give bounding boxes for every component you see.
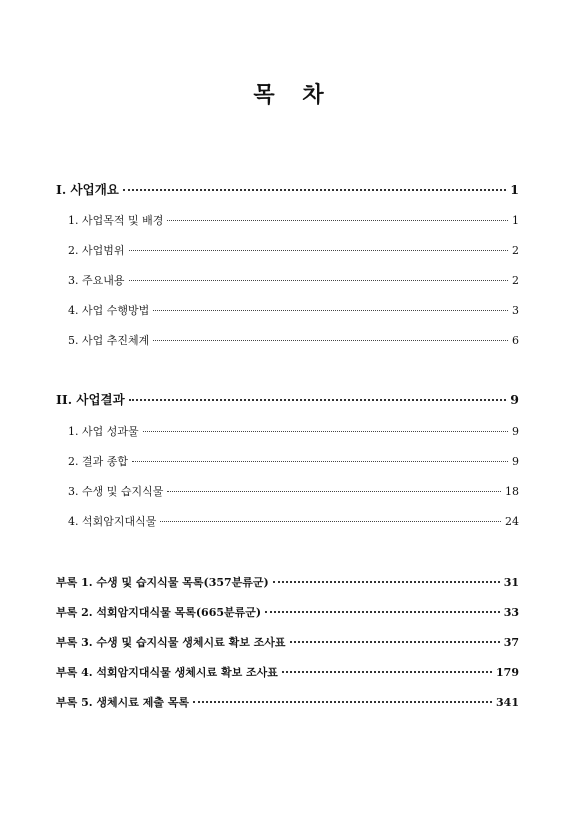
toc-chapter-1[interactable] bbox=[56, 180, 519, 198]
toc-appendix-1[interactable] bbox=[56, 574, 519, 590]
toc-appendix-3[interactable] bbox=[56, 634, 519, 650]
toc-page-number: 1 bbox=[510, 182, 519, 197]
toc-page-number: 9 bbox=[512, 455, 519, 468]
page-title: 목 차 bbox=[253, 82, 334, 108]
toc-page-number: 6 bbox=[512, 334, 519, 347]
toc-page-number: 1 bbox=[512, 214, 519, 227]
toc-label: 부록 1. 수생 및 습지식물 목록(357분류군) bbox=[56, 576, 269, 589]
dot-leader bbox=[290, 641, 500, 643]
dot-leader bbox=[273, 581, 500, 583]
toc-page-number: 2 bbox=[512, 244, 519, 257]
toc-label: 부록 5. 생체시료 제출 목록 bbox=[56, 696, 190, 709]
toc-page-number: 31 bbox=[503, 576, 519, 589]
toc-label: 부록 4. 석회암지대식물 생체시료 확보 조사표 bbox=[56, 666, 278, 679]
dot-leader bbox=[132, 461, 508, 462]
toc-label: I. 사업개요 bbox=[56, 182, 119, 197]
toc-section-1-1[interactable] bbox=[68, 212, 519, 228]
toc-label: 3. 주요내용 bbox=[68, 274, 125, 287]
toc-label: 2. 결과 종합 bbox=[68, 455, 128, 468]
dot-leader bbox=[167, 220, 508, 221]
toc-page-number: 2 bbox=[512, 274, 519, 287]
toc-label: 2. 사업범위 bbox=[68, 244, 125, 257]
dot-leader bbox=[153, 310, 508, 311]
toc-label: 3. 수생 및 습지식물 bbox=[68, 485, 164, 498]
toc-section-2-1[interactable] bbox=[68, 423, 519, 439]
toc-section-1-3[interactable] bbox=[68, 272, 519, 288]
toc-section-1-2[interactable] bbox=[68, 242, 519, 258]
toc-appendix-5[interactable] bbox=[56, 694, 519, 710]
toc-label: 4. 석회암지대식물 bbox=[68, 515, 157, 528]
toc-label: II. 사업결과 bbox=[56, 392, 125, 407]
dot-leader bbox=[160, 521, 501, 522]
toc-label: 부록 2. 석회암지대식물 목록(665분류군) bbox=[56, 606, 262, 619]
dot-leader bbox=[129, 250, 509, 251]
toc-label: 1. 사업 성과물 bbox=[68, 425, 139, 438]
toc-page-number: 341 bbox=[496, 696, 519, 709]
toc-label: 5. 사업 추진체계 bbox=[68, 334, 150, 347]
toc-page-number: 3 bbox=[512, 304, 519, 317]
toc-page-number: 24 bbox=[505, 515, 519, 528]
dot-leader bbox=[129, 399, 507, 401]
toc-page-number: 33 bbox=[503, 606, 519, 619]
toc-label: 1. 사업목적 및 배경 bbox=[68, 214, 164, 227]
dot-leader bbox=[193, 701, 492, 703]
dot-leader bbox=[167, 491, 501, 492]
toc-section-1-5[interactable] bbox=[68, 332, 519, 348]
toc-page-number: 179 bbox=[496, 666, 519, 679]
dot-leader bbox=[282, 671, 492, 673]
toc-page-number: 37 bbox=[503, 636, 519, 649]
toc-section-2-3[interactable] bbox=[68, 483, 519, 499]
toc-appendix-4[interactable] bbox=[56, 664, 519, 680]
toc-page-number: 18 bbox=[505, 485, 519, 498]
toc-page-number: 9 bbox=[512, 425, 519, 438]
toc-label: 4. 사업 수행방법 bbox=[68, 304, 150, 317]
dot-leader bbox=[265, 611, 500, 613]
dot-leader bbox=[129, 280, 509, 281]
dot-leader bbox=[123, 189, 506, 191]
toc-section-2-4[interactable] bbox=[68, 513, 519, 529]
toc-appendix-2[interactable] bbox=[56, 604, 519, 620]
toc-chapter-2[interactable] bbox=[56, 390, 519, 408]
toc-label: 부록 3. 수생 및 습지식물 생체시료 확보 조사표 bbox=[56, 636, 286, 649]
toc-section-1-4[interactable] bbox=[68, 302, 519, 318]
dot-leader bbox=[143, 431, 508, 432]
toc-section-2-2[interactable] bbox=[68, 453, 519, 469]
toc-page-number: 9 bbox=[510, 392, 519, 407]
dot-leader bbox=[153, 340, 508, 341]
